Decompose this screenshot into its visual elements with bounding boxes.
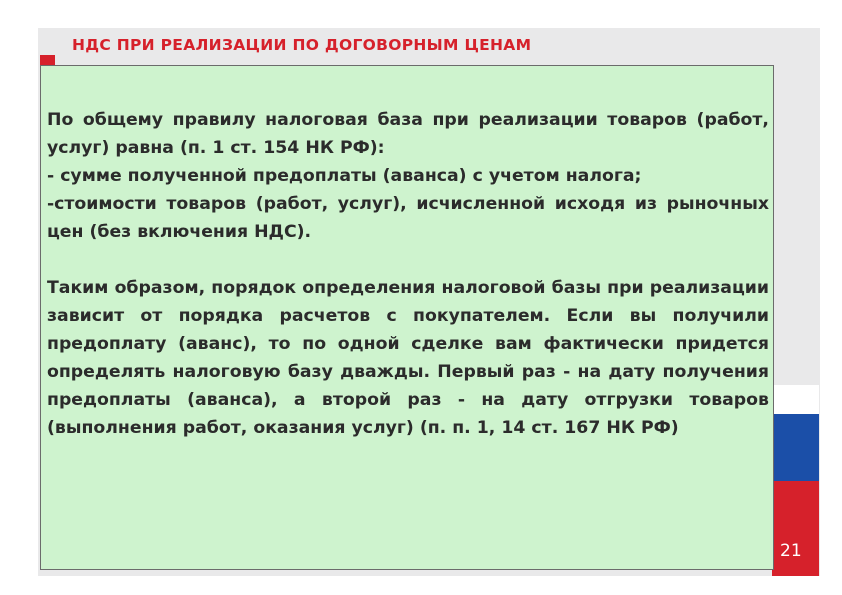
paragraph-gap [47,246,769,274]
bullet-market-price: -стоимости товаров (работ, услуг), исчисленной исходя из рыночных цен (без включения НДС). [47,194,769,242]
flag-stripe-white [772,385,819,414]
slide-number: 21 [780,541,802,561]
conclusion-paragraph: Таким образом, порядок определения налоговой базы при реализации зависит от порядка расчетов с покупателем. Если вы получили предоплату (аванс), то по одной сделке вам фактически придется определять налоговую базу дважды. Первый раз - на дату получения предоплаты (аванса), а второй раз - на дату отгрузки товаров (выполнения работ, оказания услуг) (п. п. 1, 14 ст. 167 НК РФ) [47,278,769,438]
flag-stripe-red [772,481,819,576]
content-box [40,65,774,570]
flag-stripe-blue [772,414,819,481]
slide-title: НДС ПРИ РЕАЛИЗАЦИИ ПО ДОГОВОРНЫМ ЦЕНАМ [72,36,532,54]
intro-paragraph: По общему правилу налоговая база при реализации товаров (работ, услуг) равна (п. 1 ст. 154 НК РФ): [47,110,769,158]
bullet-prepayment: - сумме полученной предоплаты (аванса) с учетом налога; [47,166,642,186]
